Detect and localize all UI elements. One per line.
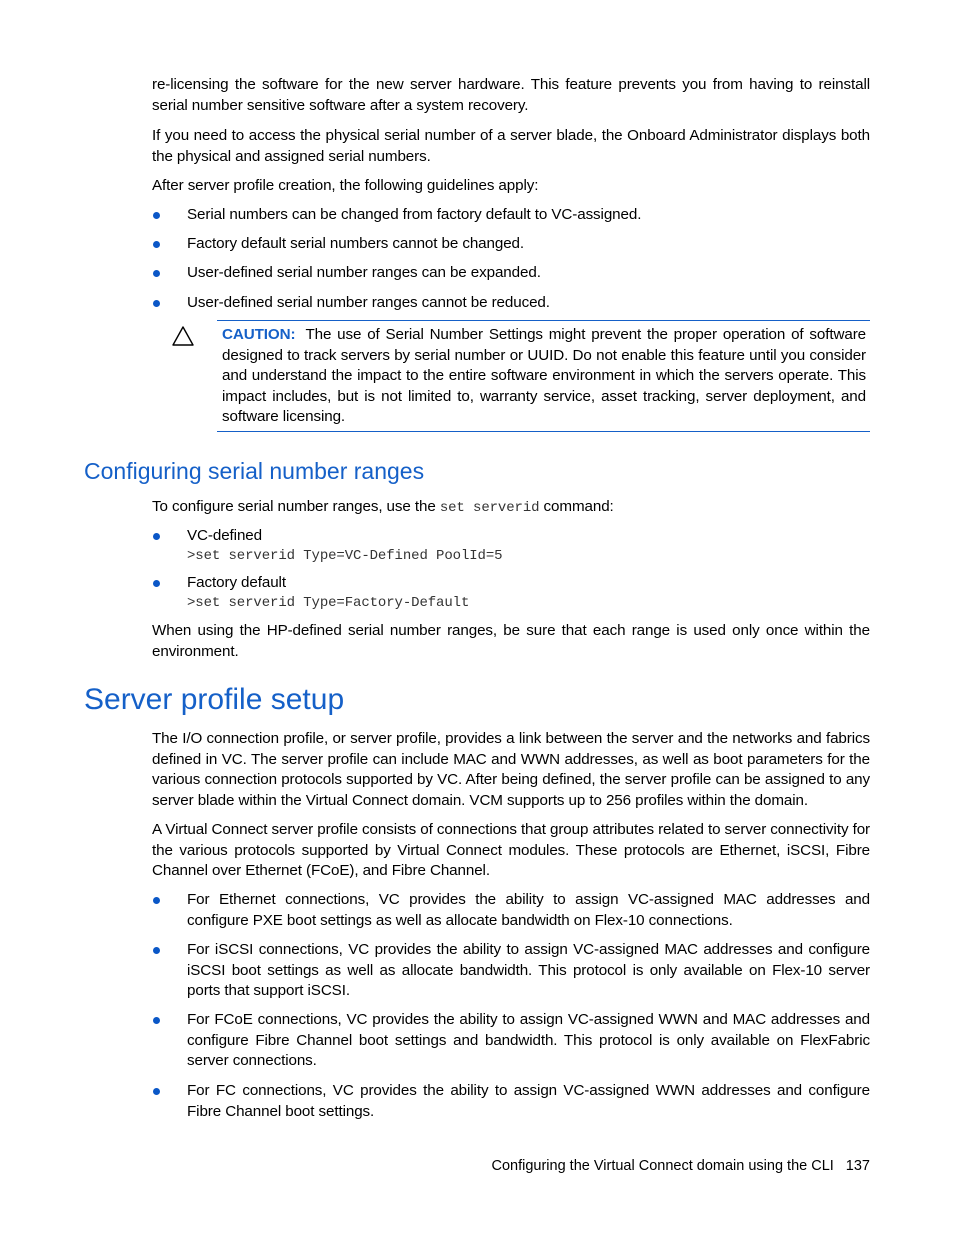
list-item-text: Factory default serial numbers cannot be changed. [187, 235, 525, 252]
bullet-icon [153, 270, 160, 277]
page-number: 137 [845, 1158, 870, 1174]
list-item [152, 205, 870, 226]
bullet-icon [153, 947, 160, 954]
caution-text: The use of Serial Number Settings might prevent the proper operation of software designed to track servers by serial number or UUID. Do not enable this feature until you consider and understand the impact to the entire software environment in which the servers operate. This impact includes, but is not limited to, warranty service, asset tracking, server deployment, and software licensing. [222, 326, 866, 425]
inline-code-command: set serverid [439, 500, 540, 516]
bullet-icon [153, 897, 160, 904]
bullet-icon [153, 1088, 160, 1095]
list-item-text: User-defined serial number ranges can be expanded. [187, 264, 541, 281]
list-item-text: Serial numbers can be changed from factory default to VC-assigned. [187, 206, 642, 223]
bullet-icon [153, 533, 160, 540]
section-heading-server-profile: Server profile setup [84, 683, 345, 716]
profile-paragraph-1: The I/O connection profile, or server profile, provides a link between the server and the networks and fabrics defined in VC. The server profile can include MAC and WWN addresses, as well as boot parameters for the various connection protocols supported by VC. After being defined, the server profile can be assigned to any server blade within the Virtual Connect domain. VCM supports up to 256 profiles within the domain. [152, 730, 870, 809]
bullet-icon [153, 241, 160, 248]
bullet-icon [153, 1017, 160, 1024]
configuring-intro-suffix: command: [539, 498, 614, 515]
list-item [152, 1081, 870, 1122]
list-item-label: VC-defined [187, 527, 262, 544]
list-item [152, 890, 870, 931]
list-item-text: User-defined serial number ranges cannot be reduced. [187, 294, 550, 311]
page-footer [491, 1158, 870, 1174]
section-heading-configuring: Configuring serial number ranges [84, 458, 425, 484]
configuring-intro-text: To configure serial number ranges, use the [152, 498, 440, 515]
bullet-icon [153, 212, 160, 219]
caution-box [217, 320, 870, 432]
caution-text-block [222, 325, 866, 428]
intro-paragraph-3: After server profile creation, the following guidelines apply: [152, 177, 539, 194]
configuring-note: When using the HP-defined serial number ranges, be sure that each range is used only once within the environment. [152, 622, 870, 660]
list-item [152, 293, 870, 314]
bullet-icon [153, 580, 160, 587]
list-item [152, 526, 870, 565]
list-item-text: For Ethernet connections, VC provides the ability to assign VC-assigned MAC addresses and configure PXE boot settings as well as allocate bandwidth on Flex-10 connections. [187, 891, 870, 929]
list-item [152, 263, 870, 284]
footer-title: Configuring the Virtual Connect domain using the CLI [491, 1158, 834, 1174]
list-item [152, 234, 870, 255]
caution-triangle-icon [171, 325, 195, 347]
profile-paragraph-2: A Virtual Connect server profile consists of connections that group attributes related to server connectivity for the various protocols supported by Virtual Connect modules. These protocols are Ethernet, iSCSI, Fibre Channel over Ethernet (FCoE), and Fibre Channel. [152, 821, 870, 879]
intro-paragraph-2: If you need to access the physical serial number of a server blade, the Onboard Administrator displays both the physical and assigned serial numbers. [152, 127, 870, 165]
bullet-icon [153, 300, 160, 307]
code-example: >set serverid Type=Factory-Default [187, 594, 470, 611]
configuring-intro [152, 497, 870, 519]
list-item-text: For FC connections, VC provides the ability to assign VC-assigned WWN addresses and configure Fibre Channel boot settings. [187, 1082, 870, 1120]
caution-label: CAUTION: [222, 326, 296, 343]
list-item [152, 940, 870, 1002]
code-example: >set serverid Type=VC-Defined PoolId=5 [187, 547, 503, 564]
list-item-label: Factory default [187, 574, 286, 591]
list-item-text: For FCoE connections, VC provides the ability to assign VC-assigned WWN and MAC addresses and configure Fibre Channel boot settings and bandwidth. This protocol is only available on FlexFabric server connections. [187, 1011, 870, 1069]
list-item-text: For iSCSI connections, VC provides the ability to assign VC-assigned MAC addresses and configure iSCSI boot settings as well as allocate bandwidth. This protocol is only available on Flex-10 server ports that support iSCSI. [187, 941, 870, 999]
list-item [152, 1010, 870, 1072]
list-item [152, 573, 870, 612]
intro-paragraph-1: re-licensing the software for the new server hardware. This feature prevents you from having to reinstall serial number sensitive software after a system recovery. [152, 76, 870, 114]
